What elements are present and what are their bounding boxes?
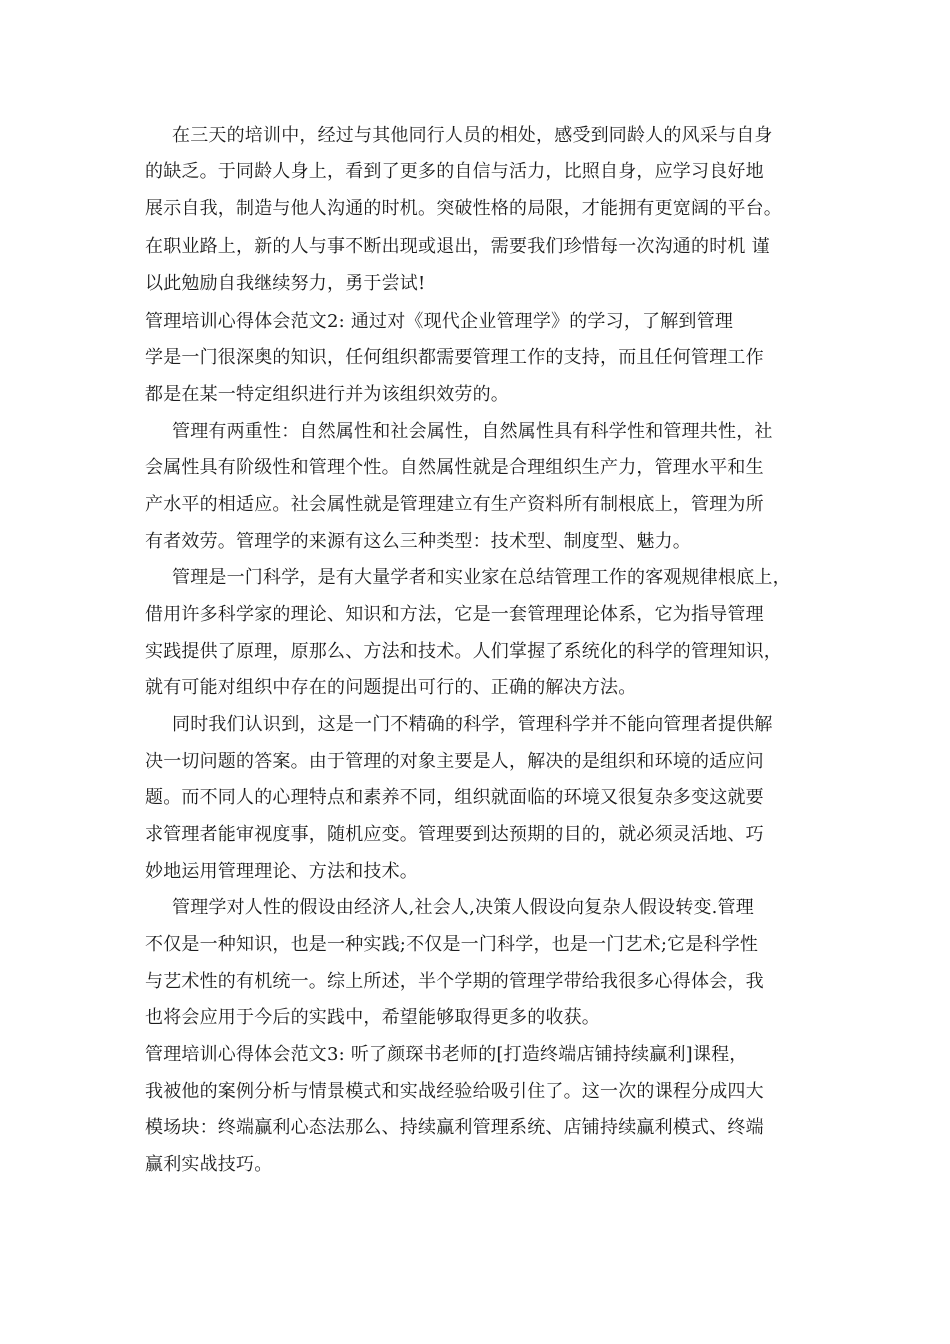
text-line: 学是一门很深奥的知识，任何组织都需要管理工作的支持，而且任何管理工作 (145, 347, 764, 368)
text-line: 实践提供了原理，原那么、方法和技术。人们掌握了系统化的科学的管理知识， (145, 641, 782, 662)
text-line: 以此勉励自我继续努力，勇于尝试! (145, 273, 426, 294)
text-line: 的缺乏。于同龄人身上，看到了更多的自信与活力，比照自身，应学习良好地 (145, 161, 764, 182)
text-line: 管理学对人性的假设由经济人,社会人,决策人假设向复杂人假设转变.管理 (172, 897, 754, 918)
text-line: 我被他的案例分析与情景模式和实战经验给吸引住了。这一次的课程分成四大 (145, 1081, 764, 1102)
text-line: 管理是一门科学，是有大量学者和实业家在总结管理工作的客观规律根底上， (172, 567, 791, 588)
text-line: 也将会应用于今后的实践中，希望能够取得更多的收获。 (145, 1007, 600, 1028)
text-line: 在三天的培训中，经过与其他同行人员的相处，感受到同龄人的风采与自身 (172, 125, 773, 146)
text-line: 有者效劳。管理学的来源有这么三种类型：技术型、制度型、魅力。 (145, 531, 691, 552)
section-heading-line: 管理培训心得体会范文3: 听了颜琛书老师的[打造终端店铺持续赢利]课程， (145, 1044, 748, 1065)
text-line: 会属性具有阶级性和管理个性。自然属性就是合理组织生产力，管理水平和生 (145, 457, 764, 478)
text-line: 管理有两重性：自然属性和社会属性，自然属性具有科学性和管理共性，社 (172, 421, 773, 442)
text-line: 不仅是一种知识，也是一种实践;不仅是一门科学，也是一门艺术;它是科学性 (145, 934, 759, 955)
text-line: 都是在某一特定组织进行并为该组织效劳的。 (145, 384, 509, 405)
text-line: 借用许多科学家的理论、知识和方法，它是一套管理理论体系，它为指导管理 (145, 604, 764, 625)
text-line: 妙地运用管理理论、方法和技术。 (145, 861, 418, 882)
text-line: 在职业路上，新的人与事不断出现或退出，需要我们珍惜每一次沟通的时机 谨 (145, 236, 770, 257)
text-line: 同时我们认识到，这是一门不精确的科学，管理科学并不能向管理者提供解 (172, 714, 773, 735)
text-line: 就有可能对组织中存在的问题提出可行的、正确的解决方法。 (145, 677, 637, 698)
text-line: 模场块：终端赢利心态法那么、持续赢利管理系统、店铺持续赢利模式、终端 (145, 1117, 764, 1138)
text-line: 题。而不同人的心理特点和素养不同，组织就面临的环境又很复杂多变这就要 (145, 787, 764, 808)
text-line: 决一切问题的答案。由于管理的对象主要是人，解决的是组织和环境的适应问 (145, 751, 764, 772)
text-line: 产水平的相适应。社会属性就是管理建立有生产资料所有制根底上，管理为所 (145, 494, 764, 515)
text-line: 展示自我，制造与他人沟通的时机。突破性格的局限，才能拥有更宽阔的平台。 (145, 198, 782, 219)
section-heading-line: 管理培训心得体会范文2: 通过对《现代企业管理学》的学习，了解到管理 (145, 311, 734, 332)
text-line: 与艺术性的有机统一。综上所述，半个学期的管理学带给我很多心得体会，我 (145, 971, 764, 992)
text-line: 求管理者能审视度事，随机应变。管理要到达预期的目的，就必须灵活地、巧 (145, 824, 764, 845)
text-line: 赢利实战技巧。 (145, 1154, 273, 1175)
